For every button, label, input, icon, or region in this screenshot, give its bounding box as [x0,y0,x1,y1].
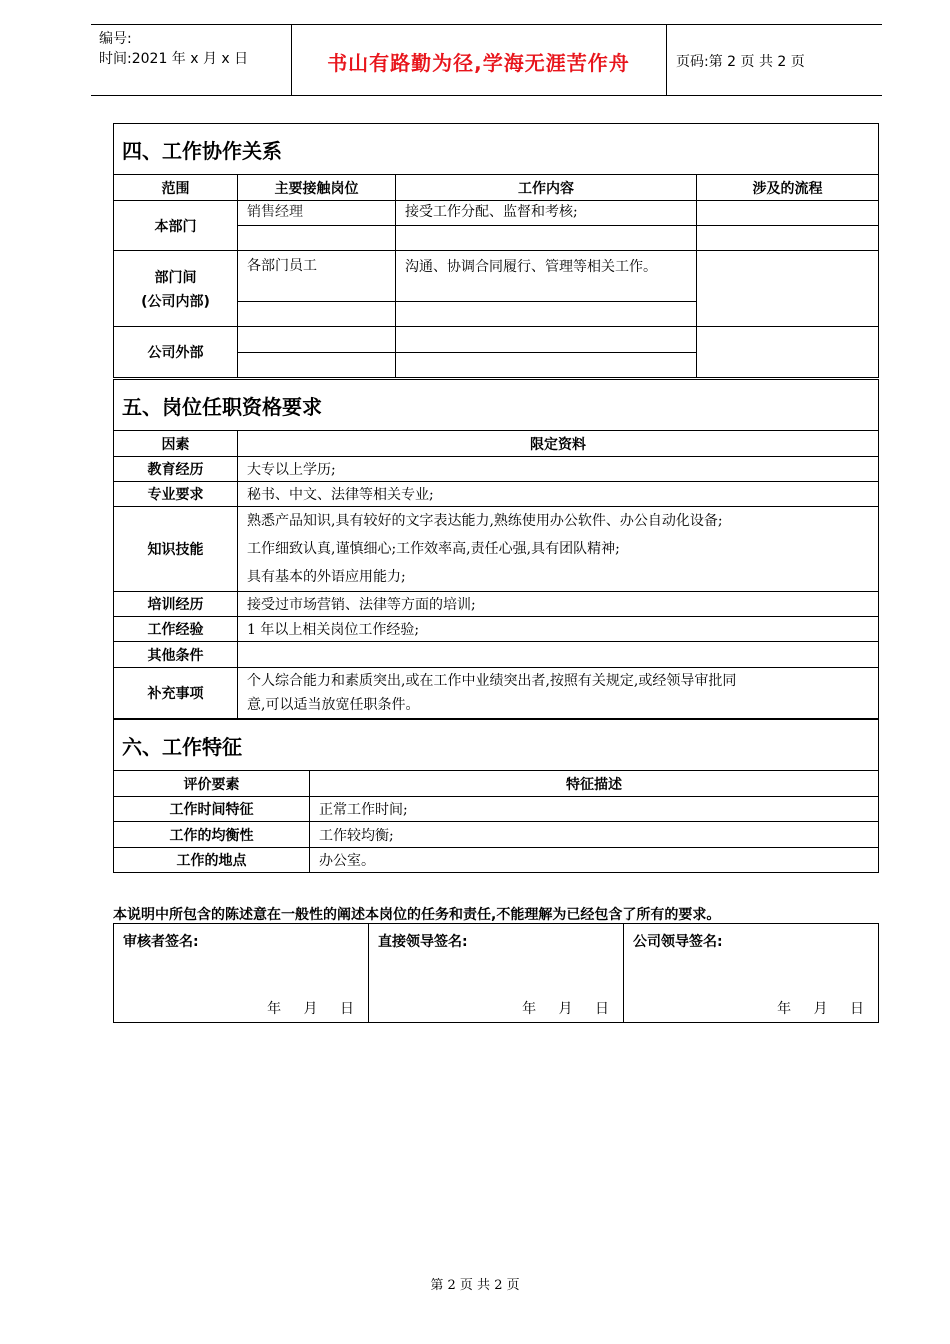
contact-post [238,353,396,378]
section4-title: 四、工作协作关系 [114,124,879,175]
scope-label: 本部门 [114,201,238,251]
signature-date: 年 月 日 [777,1001,864,1017]
factor-label: 其他条件 [114,642,238,668]
detail-line: 具有基本的外语应用能力; [247,569,406,585]
scope-label [114,251,238,327]
signature-box[interactable] [624,924,879,1023]
factor-detail [238,642,879,668]
column-header: 因素 [114,431,238,457]
page-header [91,24,882,96]
work-content [396,327,697,353]
column-header: 评价要素 [114,771,310,797]
section5-title: 五、岗位任职资格要求 [114,380,879,431]
work-content: 沟通、协调合同履行、管理等相关工作。 [396,251,697,302]
element-label: 工作的均衡性 [114,822,310,848]
column-header: 涉及的流程 [697,175,879,201]
contact-post: 各部门员工 [238,251,396,302]
signature-box[interactable] [369,924,624,1023]
contact-post [238,302,396,327]
work-content: 接受工作分配、监督和考核; [396,201,697,226]
process-cell [697,327,879,378]
header-page-info: 页码:第 2 页 共 2 页 [676,54,805,70]
number-label: 编号: [99,31,132,47]
factor-label: 专业要求 [114,482,238,507]
factor-detail: 秘书、中文、法律等相关专业; [238,482,879,507]
factor-label: 知识技能 [114,507,238,592]
element-label: 工作的地点 [114,848,310,873]
factor-label: 工作经验 [114,617,238,642]
factor-detail [238,507,879,592]
column-header: 工作内容 [396,175,697,201]
scope-label-main: 部门间 [154,269,197,286]
process-cell [697,201,879,226]
contact-post: 销售经理 [238,201,396,226]
signature-label: 审核者签名: [123,934,199,950]
column-header: 范围 [114,175,238,201]
factor-detail: 大专以上学历; [238,457,879,482]
factor-detail: 1 年以上相关岗位工作经验; [238,617,879,642]
time-label: 时间:2021 年 x 月 x 日 [99,51,249,67]
contact-post [238,327,396,353]
work-content [396,353,697,378]
detail-line: 工作细致认真,谨慎细心;工作效率高,责任心强,具有团队精神; [247,541,620,557]
column-header: 限定资料 [238,431,879,457]
element-desc: 正常工作时间; [310,797,879,822]
signature-date: 年 月 日 [522,1001,609,1017]
process-cell [697,226,879,251]
collaboration-table [113,123,879,378]
element-desc: 办公室。 [310,848,879,873]
signature-table [113,923,879,1023]
section6-title: 六、工作特征 [114,720,879,771]
contact-post [238,226,396,251]
element-desc: 工作较均衡; [310,822,879,848]
scope-label-sub: (公司内部) [141,293,210,310]
header-divider [666,25,667,95]
column-header: 特征描述 [310,771,879,797]
column-header: 主要接触岗位 [238,175,396,201]
detail-line: 个人综合能力和素质突出,或在工作中业绩突出者,按照有关规定,或经领导审批同 [247,673,737,689]
signature-date: 年 月 日 [267,1001,354,1017]
work-content [396,226,697,251]
factor-detail: 接受过市场营销、法律等方面的培训; [238,592,879,617]
factor-label: 教育经历 [114,457,238,482]
signature-box[interactable] [114,924,369,1023]
process-cell [697,251,879,327]
element-label: 工作时间特征 [114,797,310,822]
page-footer: 第 2 页 共 2 页 [430,1278,520,1293]
factor-detail [238,668,879,719]
signature-label: 直接领导签名: [378,934,468,950]
disclaimer-note: 本说明中所包含的陈述意在一般性的阐述本岗位的任务和责任,不能理解为已经包含了所有的要求。 [113,907,721,923]
detail-line: 熟悉产品知识,具有较好的文字表达能力,熟练使用办公软件、办公自动化设备; [247,513,723,529]
signature-label: 公司领导签名: [633,934,723,950]
qualification-table [113,379,879,719]
factor-label: 培训经历 [114,592,238,617]
work-content [396,302,697,327]
job-characteristics-table [113,719,879,873]
header-motto: 书山有路勤为径,学海无涯苦作舟 [327,51,630,75]
factor-label: 补充事项 [114,668,238,719]
header-meta [99,29,248,69]
scope-label: 公司外部 [114,327,238,378]
detail-line: 意,可以适当放宽任职条件。 [247,697,420,713]
